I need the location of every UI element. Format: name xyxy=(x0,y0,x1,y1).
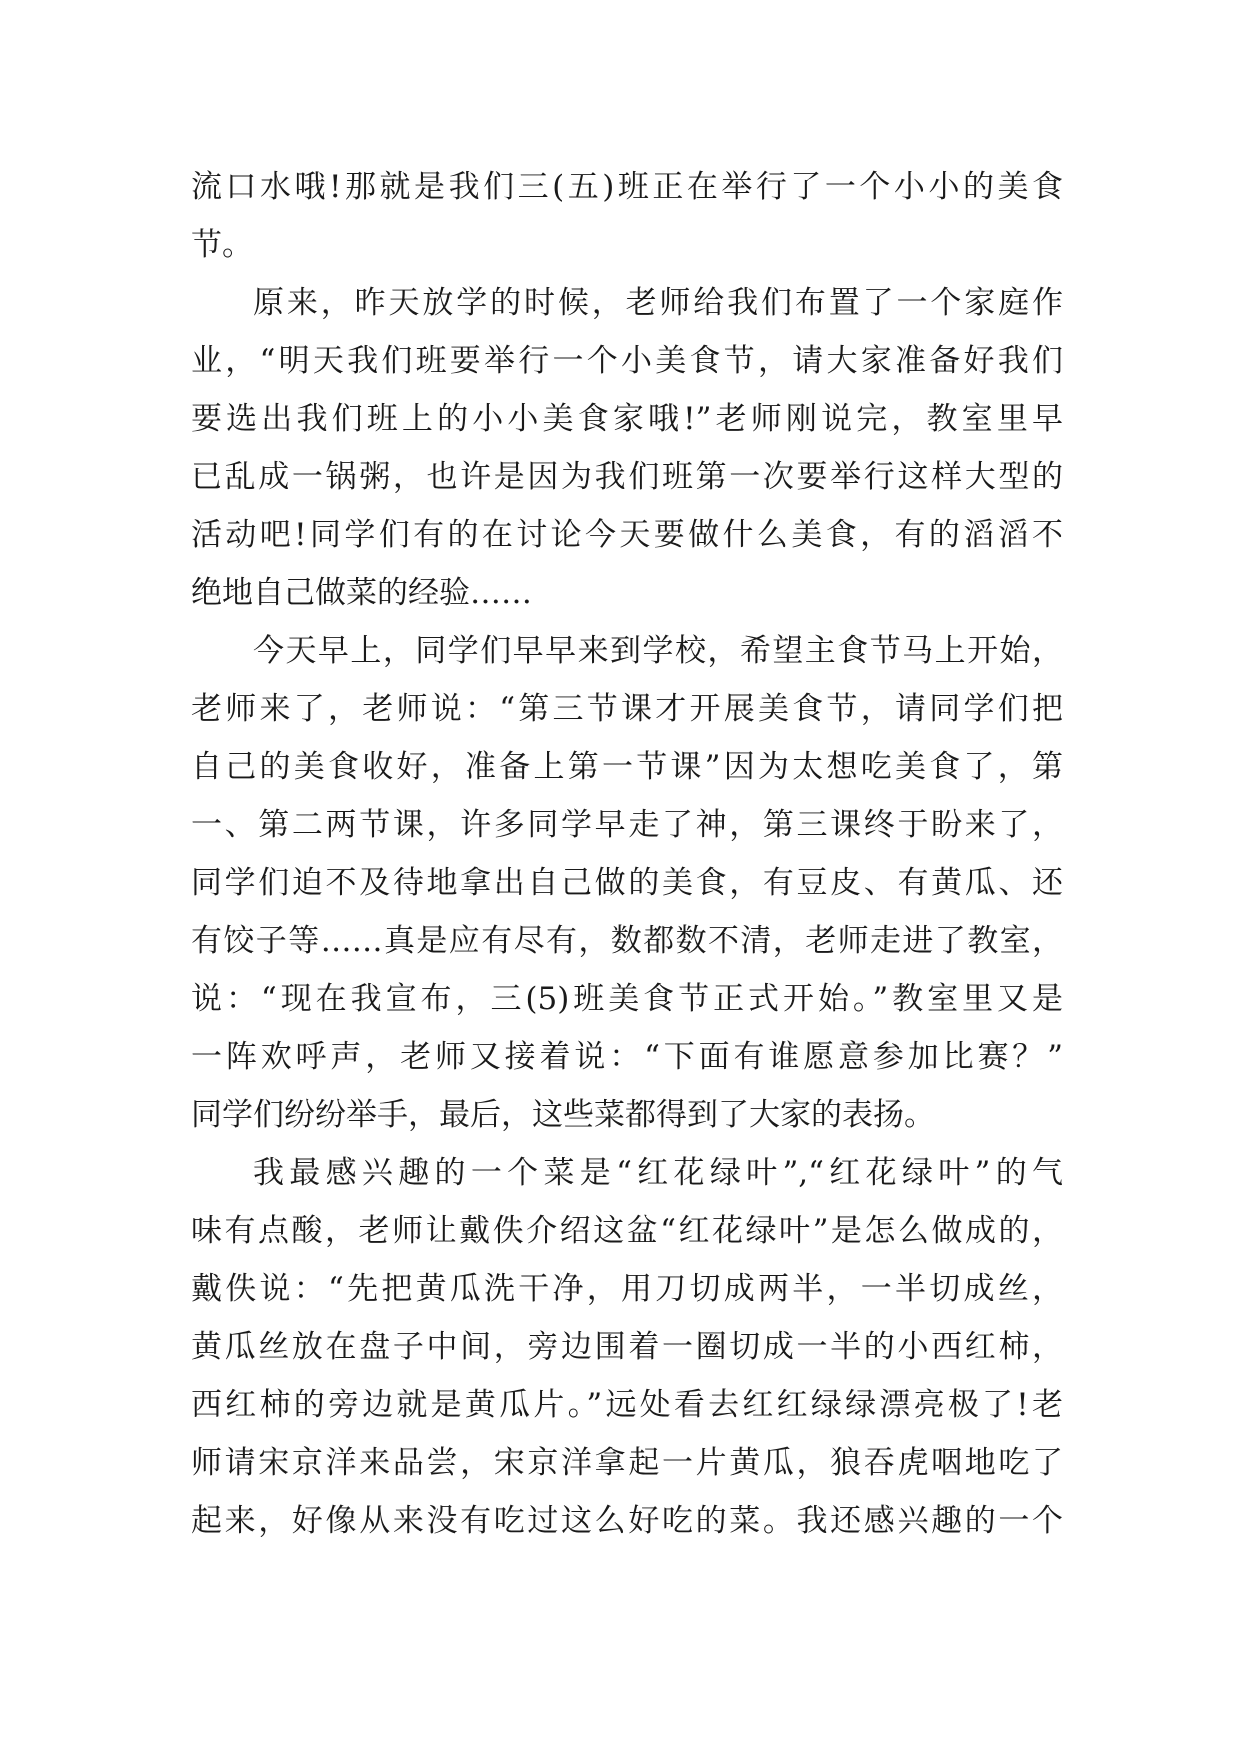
text-line: 师请宋京洋来品尝，宋京洋拿起一片黄瓜，狼吞虎咽地吃了 xyxy=(191,1445,1063,1481)
text-line: 已乱成一锅粥，也许是因为我们班第一次要举行这样大型的 xyxy=(191,459,1063,495)
text-line: 绝地自己做菜的经验…… xyxy=(191,575,532,611)
text-line: 起来，好像从来没有吃过这么好吃的菜。我还感兴趣的一个 xyxy=(191,1503,1063,1539)
text-line: 一、第二两节课，许多同学早走了神，第三课终于盼来了， xyxy=(191,807,1063,843)
text-line: 老师来了，老师说：“第三节课才开展美食节，请同学们把 xyxy=(191,691,1063,727)
text-line: 西红柿的旁边就是黄瓜片。”远处看去红红绿绿漂亮极了!老 xyxy=(191,1387,1063,1423)
text-line: 节。 xyxy=(191,227,253,263)
text-line: 戴佚说：“先把黄瓜洗干净，用刀切成两半，一半切成丝， xyxy=(191,1271,1063,1307)
text-line: 原来，昨天放学的时候，老师给我们布置了一个家庭作 xyxy=(253,285,1063,321)
text-line: 有饺子等……真是应有尽有，数都数不清，老师走进了教室， xyxy=(191,923,1063,959)
text-line: 今天早上，同学们早早来到学校，希望主食节马上开始， xyxy=(253,633,1063,669)
text-line: 流口水哦!那就是我们三(五)班正在举行了一个小小的美食 xyxy=(191,169,1063,205)
text-line: 同学们纷纷举手，最后，这些菜都得到了大家的表扬。 xyxy=(191,1097,935,1133)
text-line: 一阵欢呼声，老师又接着说：“下面有谁愿意参加比赛？” xyxy=(191,1039,1063,1075)
text-line: 味有点酸，老师让戴佚介绍这盆“红花绿叶”是怎么做成的， xyxy=(191,1213,1063,1249)
text-line: 说：“现在我宣布，三(5)班美食节正式开始。”教室里又是 xyxy=(191,981,1063,1017)
text-line: 要选出我们班上的小小美食家哦!”老师刚说完，教室里早 xyxy=(191,401,1063,437)
text-line: 同学们迫不及待地拿出自己做的美食，有豆皮、有黄瓜、还 xyxy=(191,865,1063,901)
text-line: 业，“明天我们班要举行一个小美食节，请大家准备好我们 xyxy=(191,343,1063,379)
text-line: 活动吧!同学们有的在讨论今天要做什么美食，有的滔滔不 xyxy=(191,517,1063,553)
body-text xyxy=(191,158,1063,1550)
text-line: 黄瓜丝放在盘子中间，旁边围着一圈切成一半的小西红柿， xyxy=(191,1329,1063,1365)
text-line: 自己的美食收好，准备上第一节课”因为太想吃美食了，第 xyxy=(191,749,1063,785)
text-line: 我最感兴趣的一个菜是“红花绿叶”,“红花绿叶”的气 xyxy=(253,1155,1063,1191)
